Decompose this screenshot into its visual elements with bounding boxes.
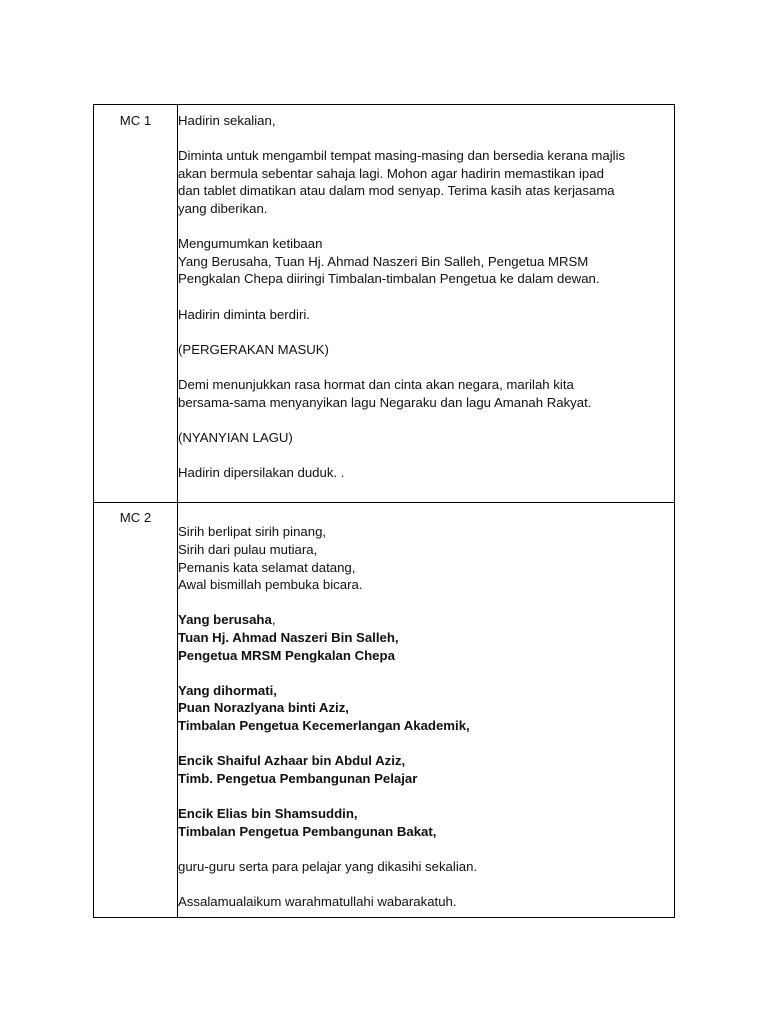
script-line: bersama-sama menyanyikan lagu Negaraku dan lagu Amanah Rakyat.: [178, 394, 592, 410]
script-line: Pengetua MRSM Pengkalan Chepa: [178, 647, 395, 663]
speaker-cell: [94, 503, 178, 917]
script-line: Timb. Pengetua Pembangunan Pelajar: [178, 770, 418, 786]
script-line: akan bermula sebentar sahaja lagi. Mohon agar hadirin memastikan ipad: [178, 165, 604, 181]
script-line: Yang Berusaha, Tuan Hj. Ahmad Naszeri Bin Salleh, Pengetua MRSM: [178, 253, 589, 269]
script-line: Pemanis kata selamat datang,: [178, 559, 356, 575]
paragraph-gap: [178, 218, 674, 236]
speaker-label: MC 1: [119, 113, 152, 128]
script-line: Encik Elias bin Shamsuddin,: [178, 805, 358, 821]
paragraph-gap: [178, 664, 674, 682]
script-line: Encik Shaiful Azhaar bin Abdul Aziz,: [178, 753, 406, 769]
script-line: Puan Norazlyana binti Aziz,: [178, 700, 349, 716]
script-line: Timbalan Pengetua Pembangunan Bakat,: [178, 823, 437, 839]
script-text-cell: [178, 503, 675, 917]
script-line: Sirih dari pulau mutiara,: [178, 542, 318, 558]
script-line: [178, 611, 674, 629]
script-line: Awal bismillah pembuka bicara.: [178, 577, 363, 593]
paragraph-gap: [178, 446, 674, 464]
paragraph-gap: [178, 358, 674, 376]
paragraph-gap: [178, 288, 674, 306]
table-row-mc2: [94, 503, 675, 917]
script-line: guru-guru serta para pelajar yang dikasihi sekalian.: [178, 858, 478, 874]
speaker-cell: [94, 105, 178, 503]
script-line: Demi menunjukkan rasa hormat dan cinta akan negara, marilah kita: [178, 376, 574, 392]
paragraph-gap: [178, 840, 674, 858]
paragraph-gap: [178, 594, 674, 612]
paragraph-gap: [178, 787, 674, 805]
script-line: Timbalan Pengetua Kecemerlangan Akademik,: [178, 718, 470, 733]
paragraph-gap: [178, 411, 674, 429]
script-line-segment: Yang berusaha: [178, 612, 272, 628]
script-line: Hadirin diminta berdiri.: [178, 306, 310, 322]
script-line: dan tablet dimatikan atau dalam mod senyap. Terima kasih atas kerjasama: [178, 183, 615, 199]
script-line: Pengkalan Chepa diiringi Timbalan-timbalan Pengetua ke dalam dewan.: [178, 271, 600, 287]
script-line: Hadirin sekalian,: [178, 113, 276, 128]
script-line: Yang dihormati,: [178, 682, 277, 698]
script-line: Hadirin dipersilakan duduk. .: [178, 464, 345, 480]
script-line: Assalamualaikum warahmatullahi wabarakatuh.: [178, 893, 457, 909]
speaker-label: MC 2: [119, 510, 152, 526]
script-text-cell: [178, 105, 675, 503]
paragraph-gap: [178, 875, 674, 893]
paragraph-gap: [178, 735, 674, 753]
mc-script-table: [93, 104, 675, 918]
script-line: (NYANYIAN LAGU): [178, 429, 293, 445]
script-line: Tuan Hj. Ahmad Naszeri Bin Salleh,: [178, 630, 399, 646]
script-line: Diminta untuk mengambil tempat masing-masing dan bersedia kerana majlis: [178, 148, 626, 164]
paragraph-gap: [178, 130, 674, 148]
paragraph-gap: [178, 323, 674, 341]
script-line: Sirih berlipat sirih pinang,: [178, 524, 327, 540]
script-line: (PERGERAKAN MASUK): [178, 341, 329, 357]
script-line: yang diberikan.: [178, 200, 268, 216]
table-row-mc1: [94, 105, 675, 503]
script-line: Mengumumkan ketibaan: [178, 236, 323, 252]
script-line-segment: ,: [271, 612, 276, 628]
